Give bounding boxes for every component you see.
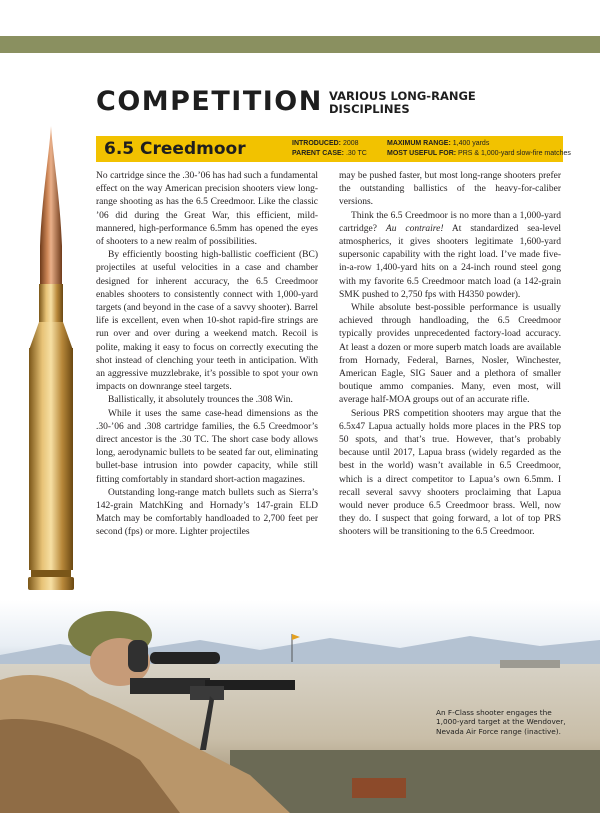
body-paragraph: While absolute best-possible performance is usually achieved through handloading, the 6.5 Creedmoor typically provides unprecedented factory-load accuracy. At least a dozen or more superb match loads are available from Hornady, Federal, Barnes, Nosler, Winchester, American Eagle, SIG Sauer and a plethora of smaller boutique ammo companies. Many, even most, will average half-MOA groups out of an accurate rifle. <box>339 303 561 406</box>
section-subtitle-line-2: DISCIPLINES <box>329 102 410 116</box>
spec-parent-case <box>292 150 367 158</box>
body-column-right <box>339 170 561 540</box>
body-text: Think the 6.5 Creedmoor is no more than a 1,000-yard cartridge? <box>339 210 561 234</box>
cartridge-shoulder <box>29 322 73 350</box>
cartridge-spec-bar <box>96 136 571 162</box>
body-text-italic: Au contraire! <box>385 223 444 234</box>
body-paragraph: Serious PRS competition shooters may argue that the 6.5x47 Lapua actually holds more places in the PRS top 50 spots, and that’s true. However, that’s probably because until 2017, Lapua brass (widely regarded as the best in the world) wasn’t available in 6.5 Creedmoor, which is a direct competitor to Lapua’s own 6.5mm. I recall several savvy shooters proclaiming that Lapua would never produce 6.5 Creedmoor brass. Well, now they do. I suspect that going forward, a lot of top PRS shooters will be transitioning to the 6.5 Creedmoor. <box>339 408 561 538</box>
body-paragraph <box>339 210 561 302</box>
section-title: COMPETITION <box>96 86 323 117</box>
spec-most-useful-value: PRS & 1,000-yard slow-fire matches <box>458 150 571 157</box>
ammo-box <box>352 778 406 798</box>
muzzle-brake <box>190 686 224 700</box>
cartridge-illustration <box>16 126 86 596</box>
target-berm <box>500 660 560 668</box>
shooter-photo <box>0 600 600 813</box>
body-paragraph: By efficiently boosting high-ballistic coefficient (BC) projectiles at useful velocities in a case and chamber designed for inherent accuracy, the 6.5 Creedmoor enables shooters to consistently connect with 1,000-yard targets (and beyond in the case of a savvy shooter). Barrel life is excellent, even when 10-shot rapid-fire strings are run over and over during a weekend match. Recoil is polite, making it easy to focus on correctly executing the shot instead of clenching your teeth in anticipation. With an aggressive muzzlebrake, it’s possible to spot your own impacts on downrange steel targets. <box>96 250 318 393</box>
body-text: At standardized sea-level atmospherics, it gives shooters legitimate 1,600-yard supersonic capability with the right load. I’ve made five-in-a-row 1,400-yard hits on a 24-inch round steel gong with my favorite 6.5 Creedmoor match load (a 142-grain SMK pushed to 2,750 fps with H4350 powder). <box>339 223 561 300</box>
body-paragraph: While it uses the same case-head dimensions as the .30-’06 and .308 cartridge families, the 6.5 Creedmoor’s direct ancestor is the .30 TC. The short case body allows long, aerodynamic bullets to be seated far out, eliminating bullet-base intrusion into powder capacity, while still fitting comfortably in standard short-action magazines. <box>96 408 318 485</box>
photo-caption: An F-Class shooter engages the 1,000-yard target at the Wendover, Nevada Air Force range (inactive). <box>436 708 566 736</box>
spec-max-range-label: MAXIMUM RANGE: <box>387 140 451 147</box>
body-paragraph: may be pushed faster, but most long-range shooters prefer the outstanding ballistics of the heavy-for-caliber versions. <box>339 171 561 208</box>
body-paragraph: Outstanding long-range match bullets such as Sierra’s 142-grain MatchKing and Hornady’s 147-grain ELD Match may be comfortably handloaded to 2,700 feet per second (fps) or more. Lighter projectiles <box>96 487 318 538</box>
spec-introduced-value: 2008 <box>342 140 359 147</box>
body-column-left <box>96 170 318 540</box>
shooting-mat <box>230 750 600 813</box>
spec-max-range-value: 1,400 yards <box>452 140 490 147</box>
cartridge-neck <box>39 284 63 324</box>
cartridge-rim <box>28 577 74 590</box>
top-color-band <box>0 36 600 53</box>
rifle-scope <box>150 652 220 664</box>
cartridge-case-body <box>29 348 73 570</box>
spec-introduced-label: INTRODUCED: <box>292 140 341 147</box>
spec-max-range <box>387 140 489 148</box>
bullet-projectile <box>40 126 62 286</box>
cartridge-name: 6.5 Creedmoor <box>104 139 246 159</box>
spec-introduced <box>292 140 359 148</box>
body-paragraph: Ballistically, it absolutely trounces the .308 Win. <box>108 395 293 406</box>
ear-protection <box>128 640 148 672</box>
cartridge-extractor-groove <box>31 570 71 578</box>
spec-most-useful-label: MOST USEFUL FOR: <box>387 150 457 157</box>
body-paragraph: No cartridge since the .30-’06 has had such a fundamental effect on the way American precision shooters view long-range shooting as has the 6.5 Creedmoor. Like the classic ’06 did during the Great War, this efficient, mild-mannered, high-performance 6.5mm has opened the eyes of shooters to a new realm of possibilities. <box>96 171 318 248</box>
spec-parent-case-label: PARENT CASE: <box>292 150 344 157</box>
spec-parent-case-value: .30 TC <box>345 150 367 157</box>
spec-most-useful <box>387 150 571 158</box>
section-subtitle-line-1: VARIOUS LONG-RANGE <box>329 89 476 103</box>
section-subtitle <box>329 90 476 116</box>
